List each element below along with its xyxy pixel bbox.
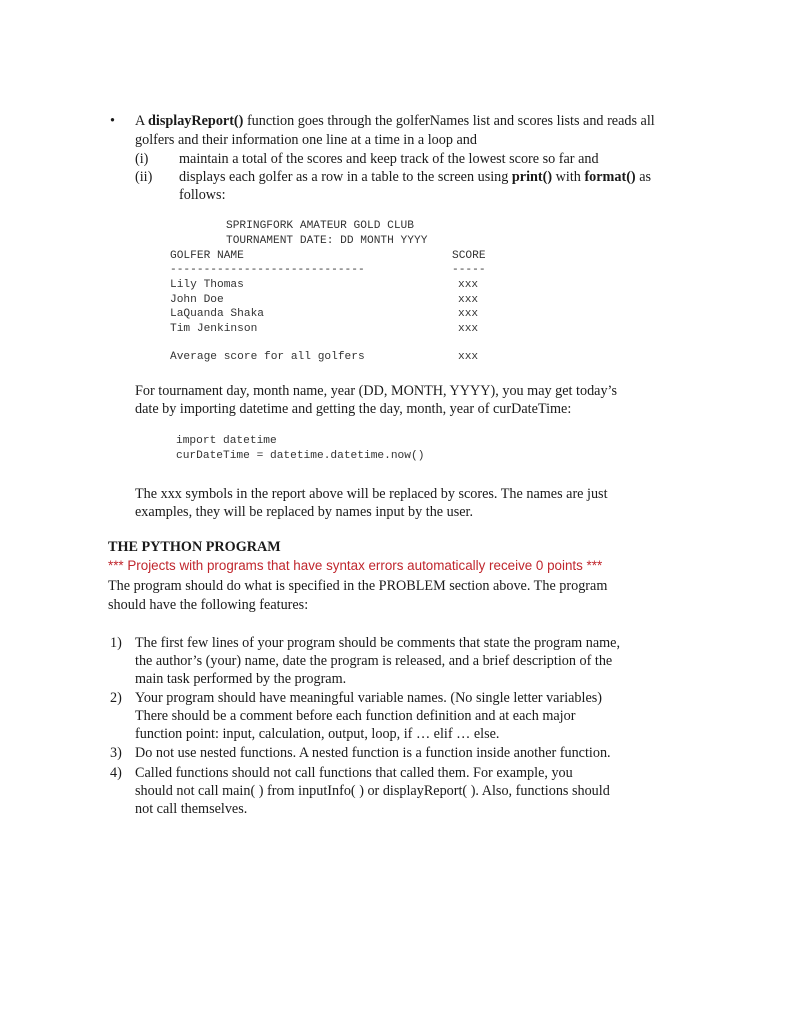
report-row-name: LaQuanda Shaka — [170, 308, 264, 320]
report-row-score: xxx — [458, 294, 479, 306]
section-intro-line-1: The program should do what is specified in the PROBLEM section above. The program — [108, 578, 608, 594]
section-intro-line-2: should have the following features: — [108, 597, 309, 613]
intro-line-2: golfers and their information one line at a time in a loop and — [135, 132, 477, 148]
report-row-score: xxx — [458, 279, 479, 291]
report-average-label: Average score for all golfers — [170, 351, 365, 363]
xxx-note-line-1: The xxx symbols in the report above will be replaced by scores. The names are just — [135, 486, 608, 502]
date-note-line-1: For tournament day, month name, year (DD, MONTH, YYYY), you may get today’s — [135, 383, 618, 399]
report-row-name: Tim Jenkinson — [170, 323, 258, 335]
feature-number: 2) — [110, 690, 122, 706]
report-title: SPRINGFORK AMATEUR GOLD CLUB — [226, 220, 414, 232]
feature-line: should not call main( ) from inputInfo( ) or displayReport( ). Also, functions should — [135, 783, 610, 799]
report-rule-name: ----------------------------- — [170, 264, 365, 276]
report-row-score: xxx — [458, 323, 479, 335]
report-rule-score: ----- — [452, 264, 486, 276]
sub-item-text-i: maintain a total of the scores and keep track of the lowest score so far and — [179, 151, 599, 167]
feature-line: Your program should have meaningful variable names. (No single letter variables) — [135, 690, 603, 706]
feature-line: main task performed by the program. — [135, 671, 347, 687]
feature-line: Do not use nested functions. A nested function is a function inside another function. — [135, 745, 611, 761]
feature-line: The first few lines of your program should be comments that state the program name, — [135, 635, 621, 651]
sub-item-text-ii-cont: follows: — [179, 187, 226, 203]
report-col-name: GOLFER NAME — [170, 250, 244, 262]
intro-line-1: A displayReport() function goes through the golferNames list and scores lists and reads all — [135, 113, 655, 129]
code-import-line: import datetime — [176, 435, 277, 447]
report-row-score: xxx — [458, 308, 479, 320]
feature-number: 4) — [110, 765, 122, 781]
report-date-line: TOURNAMENT DATE: DD MONTH YYYY — [226, 235, 428, 247]
report-col-score: SCORE — [452, 250, 486, 262]
report-row-name: John Doe — [170, 294, 224, 306]
date-note-line-2: date by importing datetime and getting the day, month, year of curDateTime: — [135, 401, 572, 417]
sub-item-label-ii: (ii) — [135, 169, 153, 185]
sub-item-label-i: (i) — [135, 151, 149, 167]
feature-line: Called functions should not call functions that called them. For example, you — [135, 765, 573, 781]
feature-number: 1) — [110, 635, 122, 651]
sub-item-text-ii: displays each golfer as a row in a table to the screen using print() with format() as — [179, 169, 652, 185]
report-average-value: xxx — [458, 351, 479, 363]
xxx-note-line-2: examples, they will be replaced by names input by the user. — [135, 504, 474, 520]
feature-line: function point: input, calculation, output, loop, if … elif … else. — [135, 726, 500, 742]
report-row-name: Lily Thomas — [170, 279, 244, 291]
feature-line: There should be a comment before each function definition and at each major — [135, 708, 576, 724]
syntax-error-warning: *** Projects with programs that have syntax errors automatically receive 0 points *** — [108, 558, 603, 573]
function-name-displayreport: displayReport() — [148, 113, 244, 129]
feature-line: not call themselves. — [135, 801, 248, 817]
section-heading: THE PYTHON PROGRAM — [108, 539, 281, 555]
code-datetime-line: curDateTime = datetime.datetime.now() — [176, 450, 425, 462]
feature-line: the author’s (your) name, date the program is released, and a brief description of the — [135, 653, 613, 669]
bullet-marker: • — [110, 113, 115, 129]
feature-number: 3) — [110, 745, 122, 761]
